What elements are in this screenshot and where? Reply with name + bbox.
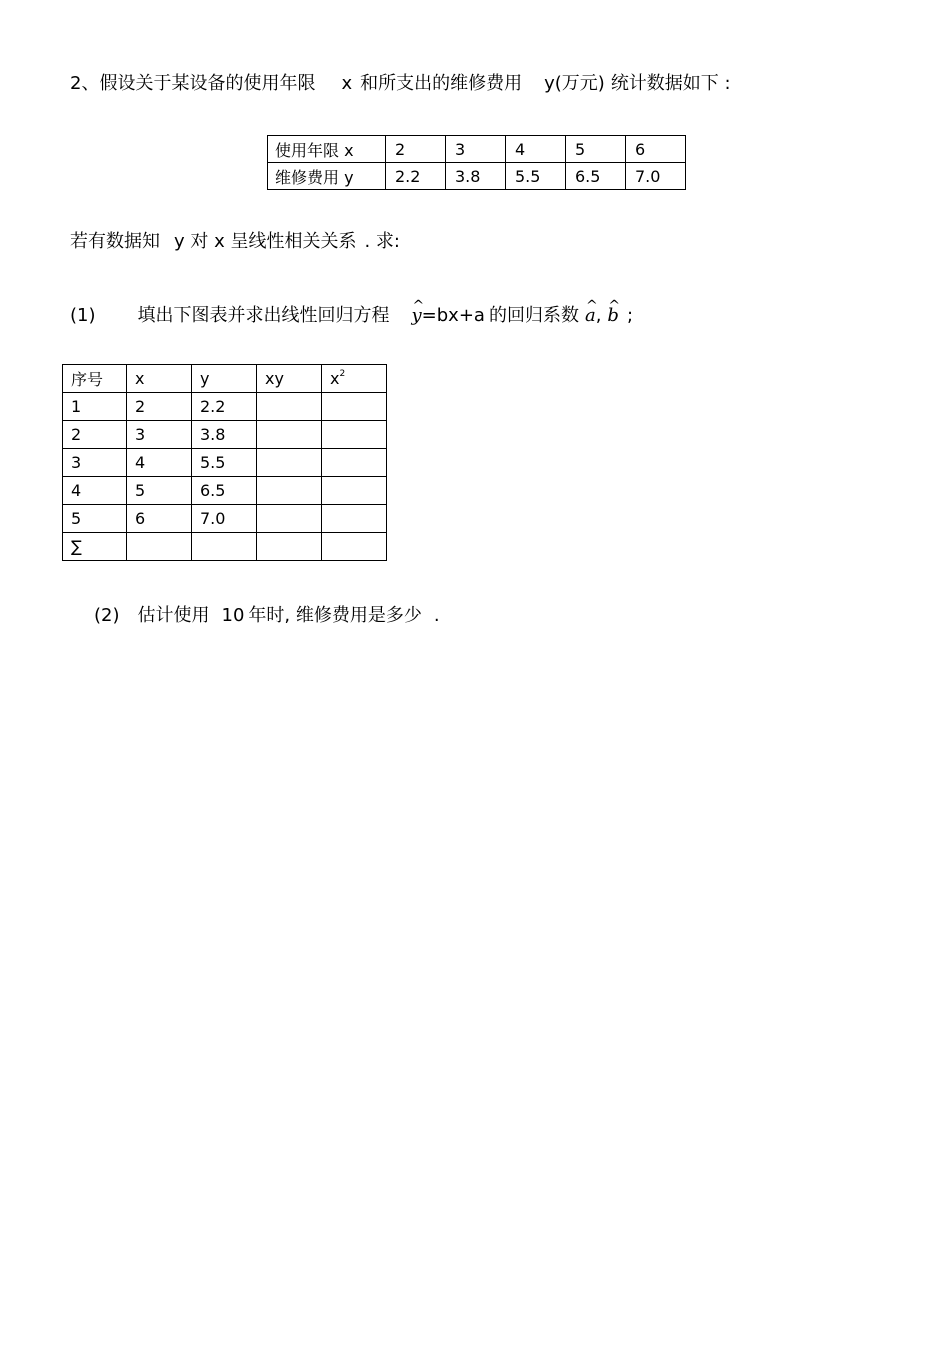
work-cell: 2 xyxy=(63,421,127,449)
part2-text: 估计使用 xyxy=(137,605,210,626)
data-row-cost xyxy=(268,163,686,190)
work-cell-blank[interactable] xyxy=(257,393,322,421)
work-cell-blank[interactable] xyxy=(257,505,322,533)
data-cell: 3.8 xyxy=(446,163,506,190)
intro-end-text: 统计数据如下 : xyxy=(610,73,731,94)
work-header-cell xyxy=(322,365,387,393)
part1-mid-text: 的回归系数 xyxy=(488,305,579,326)
work-cell: 3 xyxy=(127,421,192,449)
part1-number: (1) xyxy=(70,305,96,326)
work-cell: 4 xyxy=(63,477,127,505)
work-cell: 5.5 xyxy=(192,449,257,477)
work-cell: 5 xyxy=(127,477,192,505)
work-header-cell: 序号 xyxy=(63,365,127,393)
work-cell: 4 xyxy=(127,449,192,477)
condition-relation: y 对 x 呈线性相关关系 xyxy=(174,231,357,252)
work-cell-blank[interactable] xyxy=(257,533,322,561)
work-cell-blank[interactable] xyxy=(257,477,322,505)
work-cell-blank[interactable] xyxy=(322,533,387,561)
data-row-label: 维修费用 y xyxy=(268,163,386,190)
work-cell: 6.5 xyxy=(192,477,257,505)
work-header-cell: y xyxy=(192,365,257,393)
x-squared-base: x xyxy=(330,369,340,388)
table-row xyxy=(63,449,387,477)
work-table xyxy=(62,364,387,561)
x-squared-exponent: 2 xyxy=(339,369,346,379)
part1-text: 填出下图表并求出线性回归方程 xyxy=(137,305,390,326)
y-hat-symbol: ^ y xyxy=(412,304,422,328)
part2-number: (2) xyxy=(94,605,120,626)
intro-var-x: x xyxy=(341,73,353,94)
condition-line xyxy=(70,230,400,254)
work-cell-blank[interactable] xyxy=(322,421,387,449)
intro-text: 2、假设关于某设备的使用年限 xyxy=(70,73,316,94)
work-cell: 7.0 xyxy=(192,505,257,533)
condition-text: 若有数据知 xyxy=(70,231,160,252)
work-cell: 3 xyxy=(63,449,127,477)
semicolon: ; xyxy=(626,305,634,326)
intro-var-y: y(万元) xyxy=(544,73,605,94)
work-cell-blank[interactable] xyxy=(322,393,387,421)
data-cell: 5 xyxy=(566,136,626,163)
problem-intro xyxy=(70,72,731,96)
data-cell: 4 xyxy=(506,136,566,163)
work-cell-blank[interactable] xyxy=(322,449,387,477)
data-cell: 6 xyxy=(626,136,686,163)
work-cell-blank[interactable] xyxy=(127,533,192,561)
table-row xyxy=(63,393,387,421)
data-row-label: 使用年限 x xyxy=(268,136,386,163)
work-cell: 2.2 xyxy=(192,393,257,421)
part2-end-text: 年时, 维修费用是多少 xyxy=(248,605,422,626)
work-cell: 5 xyxy=(63,505,127,533)
data-cell: 5.5 xyxy=(506,163,566,190)
work-cell-blank[interactable] xyxy=(322,505,387,533)
work-cell-blank[interactable] xyxy=(257,449,322,477)
work-cell: 2 xyxy=(127,393,192,421)
part2-period: . xyxy=(433,605,440,626)
work-cell: 6 xyxy=(127,505,192,533)
table-row xyxy=(63,505,387,533)
part1-line xyxy=(70,304,633,328)
work-cell-blank[interactable] xyxy=(257,421,322,449)
data-cell: 7.0 xyxy=(626,163,686,190)
b-hat-symbol: ^ b xyxy=(607,304,619,328)
work-cell-blank[interactable] xyxy=(322,477,387,505)
part2-years: 10 xyxy=(221,605,245,626)
work-header-cell: xy xyxy=(257,365,322,393)
comma: , xyxy=(595,305,602,326)
sum-label: ∑ xyxy=(63,533,127,561)
regression-equation: =bx+a xyxy=(421,305,485,326)
condition-ask: . 求: xyxy=(364,231,400,252)
work-header-row xyxy=(63,365,387,393)
data-cell: 2.2 xyxy=(386,163,446,190)
table-row xyxy=(63,421,387,449)
work-cell-blank[interactable] xyxy=(192,533,257,561)
data-row-years xyxy=(268,136,686,163)
data-cell: 6.5 xyxy=(566,163,626,190)
intro-mid-text: 和所支出的维修费用 xyxy=(360,73,523,94)
data-table xyxy=(267,135,686,190)
data-cell: 3 xyxy=(446,136,506,163)
part2-line xyxy=(94,604,440,628)
a-hat-symbol: ^ a xyxy=(585,304,596,328)
work-header-cell: x xyxy=(127,365,192,393)
work-cell: 1 xyxy=(63,393,127,421)
work-cell: 3.8 xyxy=(192,421,257,449)
table-row xyxy=(63,477,387,505)
sum-row xyxy=(63,533,387,561)
data-cell: 2 xyxy=(386,136,446,163)
